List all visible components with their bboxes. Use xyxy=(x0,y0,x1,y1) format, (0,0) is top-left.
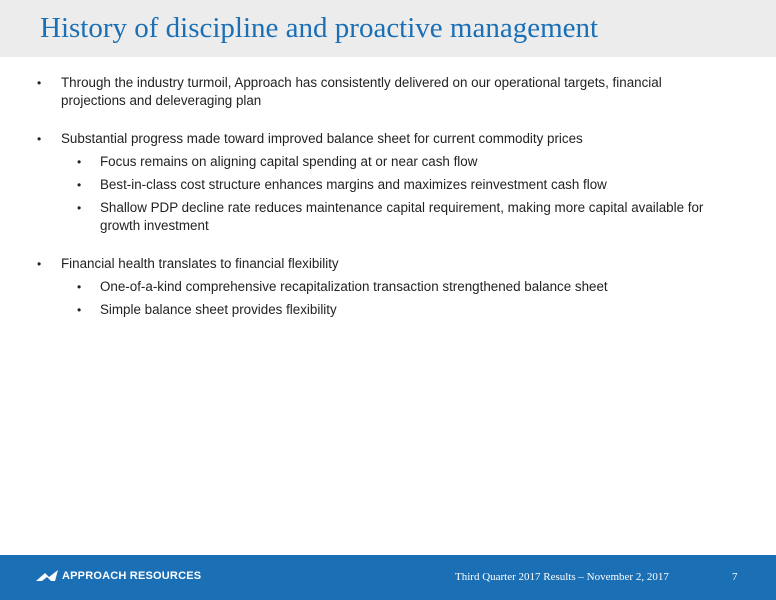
bullet-text: Financial health translates to financial flexibility xyxy=(61,256,339,271)
sub-bullet-text: Focus remains on aligning capital spending at or near cash flow xyxy=(100,154,478,169)
bullet-text: Substantial progress made toward improved balance sheet for current commodity prices xyxy=(61,131,583,146)
sub-bullet-text: Best-in-class cost structure enhances margins and maximizes reinvestment cash flow xyxy=(100,177,607,192)
slide-content xyxy=(0,74,776,339)
bullet-group-3 xyxy=(0,255,776,319)
footer-caption: Third Quarter 2017 Results – November 2, 2017 xyxy=(455,571,669,583)
sub-bullet-item xyxy=(77,176,730,194)
bullet-dot: • xyxy=(37,257,42,271)
sub-bullet-text: One-of-a-kind comprehensive recapitalization transaction strengthened balance sheet xyxy=(100,279,608,294)
bullet-item xyxy=(37,255,711,273)
sub-bullet-text: Shallow PDP decline rate reduces maintenance capital requirement, making more capital available for growth investment xyxy=(100,200,704,233)
sub-bullet-item xyxy=(77,278,730,296)
bullet-text: Through the industry turmoil, Approach has consistently delivered on our operational targets, financial projections and deleveraging plan xyxy=(61,75,662,108)
page-number: 7 xyxy=(732,571,738,583)
sub-bullet-item xyxy=(77,199,730,235)
bullet-dot: • xyxy=(77,201,82,215)
bullet-dot: • xyxy=(77,155,82,169)
sub-bullet-item xyxy=(77,153,730,171)
slide-title: History of discipline and proactive management xyxy=(40,12,599,44)
bullet-dot: • xyxy=(77,303,82,317)
mountain-logo-icon xyxy=(36,570,58,582)
company-logo-text: APPROACH RESOURCES xyxy=(62,570,202,582)
bullet-group-1 xyxy=(0,74,776,110)
sub-bullet-text: Simple balance sheet provides flexibility xyxy=(100,302,337,317)
sub-bullet-item xyxy=(77,301,730,319)
bullet-dot: • xyxy=(37,132,42,146)
bullet-dot: • xyxy=(37,76,42,90)
bullet-group-2 xyxy=(0,130,776,235)
bullet-dot: • xyxy=(77,178,82,192)
bullet-item xyxy=(37,74,711,110)
slide-header xyxy=(0,0,776,57)
slide-footer xyxy=(0,555,776,600)
bullet-dot: • xyxy=(77,280,82,294)
bullet-item xyxy=(37,130,711,148)
